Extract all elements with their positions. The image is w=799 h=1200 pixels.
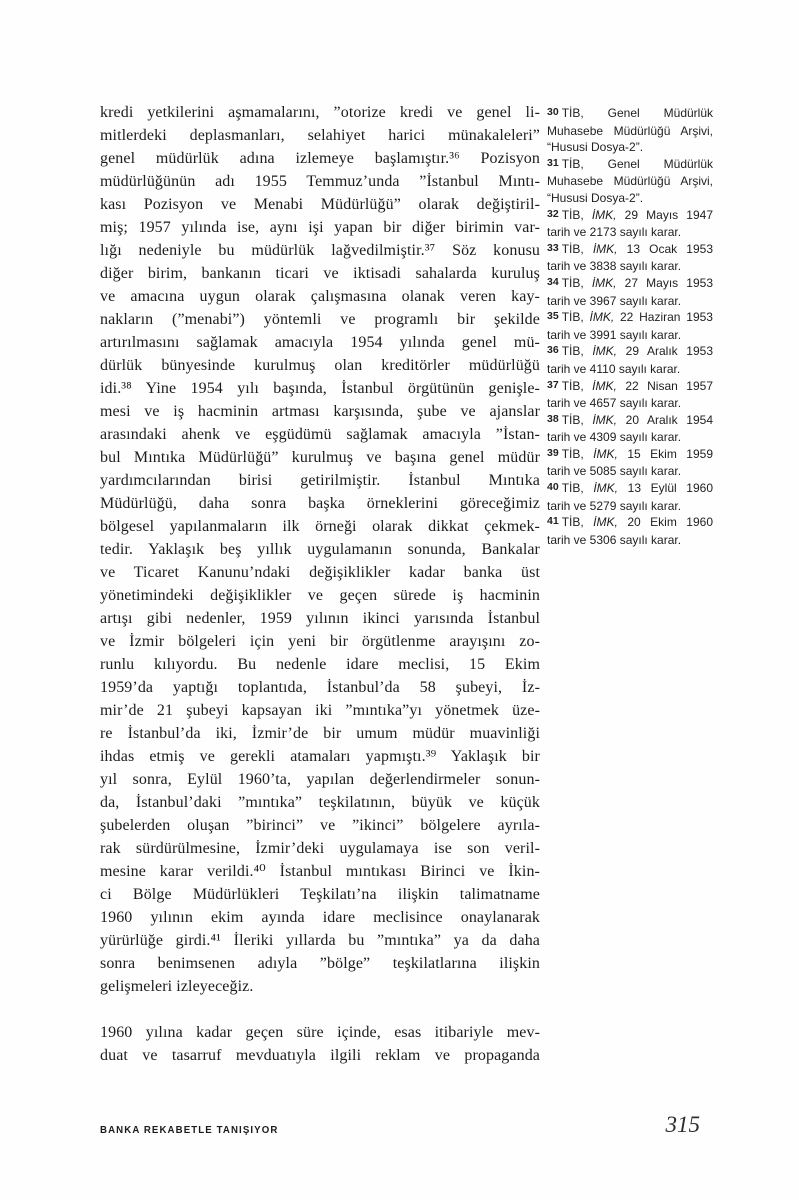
footnote-text-post: 13 Ocak 1953 tarih ve 3838 sayılı karar. — [547, 241, 713, 274]
footnote-text-post: 29 Aralık 1953 tarih ve 4110 sayılı karar. — [547, 344, 713, 376]
footnote — [547, 309, 713, 343]
text-line: mitlerdeki deplasmanları, selahiyet harici münakaleleri” — [100, 127, 540, 144]
text-line: diğer birim, bankanın ticari ve iktisadi sahalarda kuruluş — [100, 265, 540, 282]
footnote-number: 37 — [547, 378, 559, 391]
footnote-text: TİB, — [561, 378, 593, 393]
footnote-number: 39 — [547, 446, 559, 459]
footnote — [547, 156, 713, 207]
text-line: da, İstanbul’daki ”mıntıka” teşkilatının, büyük ve küçük — [100, 794, 540, 811]
text-line: 1959’da yaptığı toplantıda, İstanbul’da 58 şubeyi, İz- — [100, 679, 540, 696]
text-line: rak sürdürülmesine, İzmir’deki uygulamaya ise son veril- — [100, 840, 540, 857]
footnote — [547, 343, 713, 377]
footnote-source-italic: İMK, — [593, 446, 618, 461]
text-line: ve amacına uygun olarak çalışmasına olanak veren kay- — [100, 288, 540, 305]
text-line: idi.³⁸ Yine 1954 yılı başında, İstanbul örgütünün genişle- — [100, 380, 540, 397]
paragraph-1 — [100, 101, 540, 998]
footnote-number: 41 — [547, 515, 559, 528]
text-line: duat ve tasarruf mevduatıyla ilgili reklam ve propaganda — [100, 1047, 540, 1064]
footnote-number: 31 — [547, 156, 559, 169]
footnote-text-post: 27 Mayıs 1953 tarih ve 3967 sayılı karar. — [547, 275, 713, 308]
footnote — [547, 514, 713, 548]
footnote-text-post: 22 Nisan 1957 tarih ve 4657 sayılı karar. — [547, 378, 713, 411]
footnote-text-post: 29 Mayıs 1947 tarih ve 2173 sayılı karar. — [547, 207, 713, 240]
footnote-source-italic: İMK, — [592, 241, 618, 256]
footnote-number: 38 — [547, 412, 559, 425]
footnote — [547, 207, 713, 241]
footnote-text: TİB, Genel Müdürlük Muhasebe Müdürlüğü Arşivi, “Hususi Dosya-2”. — [547, 156, 713, 205]
footnote-text: TİB, — [561, 412, 593, 427]
text-line: yürürlüğe girdi.⁴¹ İleriki yıllarda bu ”mıntıka” ya da daha — [100, 932, 540, 949]
text-line: nakların (”menabi”) yöntemli ve programlı bir şekilde — [100, 311, 540, 328]
footnote-number: 36 — [547, 344, 559, 357]
footnote-number: 35 — [547, 310, 559, 323]
text-line: ihdas etmiş ve gerekli atamaları yapmıştı.³⁹ Yaklaşık bir — [100, 748, 540, 765]
footnote-number: 33 — [547, 241, 559, 254]
footnote-text: TİB, — [561, 275, 592, 290]
footnote — [547, 241, 713, 275]
footnote-text: TİB, — [561, 310, 590, 325]
text-line: arasındaki ahenk ve eşgüdümü sağlamak amacıyla ”İstan- — [100, 426, 540, 443]
footnote-source-italic: İMK, — [591, 207, 617, 222]
footnote — [547, 412, 713, 446]
text-line: runlu kılıyordu. Bu nedenle idare meclisi, 15 Ekim — [100, 656, 540, 673]
text-line: 1960 yılının ekim ayında idare meclisince onaylanarak — [100, 909, 540, 926]
paragraph-2 — [100, 1021, 540, 1067]
footnote-text: TİB, — [561, 241, 593, 256]
text-line: miş; 1957 yılında ise, aynı işi yapan bir diğer birimin var- — [100, 219, 540, 236]
text-line: artırılmasını sağlamak amacıyla 1954 yılında genel mü- — [100, 334, 540, 351]
text-line: re İstanbul’da iki, İzmir’de bir umum müdür muavinliği — [100, 725, 540, 742]
footnote-text-post: 15 Ekim 1959 tarih ve 5085 sayılı karar. — [547, 446, 713, 479]
text-line: müdürlüğünün adı 1955 Temmuz’unda ”İstanbul Mıntı- — [100, 173, 540, 190]
text-line: yardımcılarından birisi getirilmiştir. İstanbul Mıntıka — [100, 472, 540, 489]
footnote — [547, 275, 713, 309]
text-line: yönetimindeki değişiklikler ve geçen sürede iş hacminin — [100, 587, 540, 604]
text-line: şubelerden oluşan ”birinci” ve ”ikinci” bölgelere ayrıla- — [100, 817, 540, 834]
footnote-source-italic: İMK, — [593, 515, 618, 530]
footnote-source-italic: İMK, — [592, 412, 618, 427]
footnote-text: TİB, Genel Müdürlük Muhasebe Müdürlüğü Arşivi, “Hususi Dosya-2”. — [547, 106, 713, 155]
footnote-text: TİB, — [561, 481, 594, 496]
footnote — [547, 105, 713, 156]
text-line: tedir. Yaklaşık beş yıllık uygulamanın sonunda, Bankalar — [100, 541, 540, 558]
text-line: mir’de 21 şubeyi kapsayan iki ”mıntıka”yı yönetmek üze- — [100, 702, 540, 719]
main-text-column — [100, 101, 540, 1067]
footnote-source-italic: İMK, — [589, 310, 615, 325]
text-line: genel müdürlük adına izlemeye başlamıştır.³⁶ Pozisyon — [100, 150, 540, 167]
footnote-text: TİB, — [561, 207, 592, 222]
text-line: kredi yetkilerini aşmamalarını, ”otorize kredi ve genel li- — [100, 104, 540, 121]
footnote-text-post: 22 Haziran 1953 tarih ve 3991 sayılı karar. — [547, 310, 713, 342]
text-line: bul Mıntıka Müdürlüğü” kurulmuş ve başına genel müdür — [100, 449, 540, 466]
footnote-text-post: 13 Eylül 1960 tarih ve 5279 sayılı karar. — [547, 481, 713, 513]
text-line: gelişmeleri izleyeceğiz. — [100, 978, 254, 995]
text-line: ci Bölge Müdürlükleri Teşkilatı’na ilişkin talimatname — [100, 886, 540, 903]
footnote-source-italic: İMK, — [593, 481, 619, 496]
footnote-text-post: 20 Ekim 1960 tarih ve 5306 sayılı karar. — [547, 515, 713, 547]
text-line: dürlük bünyesinde kurulmuş olan kreditörler müdürlüğü — [100, 357, 540, 374]
text-line: Müdürlüğü, daha sonra başka örneklerini göreceğimiz — [100, 495, 540, 512]
page-number: 315 — [665, 1112, 700, 1137]
footnote-source-italic: İMK, — [592, 344, 618, 359]
footnote — [547, 446, 713, 480]
text-line: mesi ve iş hacminin artması karşısında, şube ve ajanslar — [100, 403, 540, 420]
text-line: sonra benimsenen adıyla ”bölge” teşkilatlarına ilişkin — [100, 955, 540, 972]
text-line: ve Ticaret Kanunu’ndaki değişiklikler kadar banka üst — [100, 564, 540, 581]
footnote — [547, 480, 713, 514]
footnote-column — [547, 105, 713, 548]
footnote-text-post: 20 Aralık 1954 tarih ve 4309 sayılı karar. — [547, 412, 713, 445]
footnote-text: TİB, — [561, 515, 594, 530]
footnote-text: TİB, — [561, 344, 593, 359]
footnote-source-italic: İMK, — [591, 275, 617, 290]
text-line: 1960 yılına kadar geçen süre içinde, esas itibariyle mev- — [100, 1024, 540, 1041]
footnote — [547, 378, 713, 412]
footnote-number: 30 — [547, 106, 559, 118]
text-line: yıl sonra, Eylül 1960’ta, yapılan değerlendirmeler sonun- — [100, 771, 540, 788]
text-line: artışı gibi nedenler, 1959 yılının ikinci yarısında İstanbul — [100, 610, 540, 627]
text-line: bölgesel yapılanmaların ilk örneği olarak dikkat çekmek- — [100, 518, 540, 535]
text-line: lığı nedeniyle bu müdürlük lağvedilmiştir.³⁷ Söz konusu — [100, 242, 540, 259]
footnote-number: 32 — [547, 207, 559, 220]
footnote-source-italic: İMK, — [592, 378, 617, 393]
footnote-text: TİB, — [561, 446, 594, 461]
text-line: kası Pozisyon ve Menabi Müdürlüğü” olarak değiştiril- — [100, 196, 540, 213]
footnote-number: 34 — [547, 275, 559, 288]
footnote-number: 40 — [547, 481, 559, 494]
running-footer-title: BANKA REKABETLE TANIŞIYOR — [100, 1124, 279, 1136]
text-line: ve İzmir bölgeleri için yeni bir örgütlenme arayışını zo- — [100, 633, 540, 650]
text-line: mesine karar verildi.⁴⁰ İstanbul mıntıkası Birinci ve İkin- — [100, 863, 540, 880]
